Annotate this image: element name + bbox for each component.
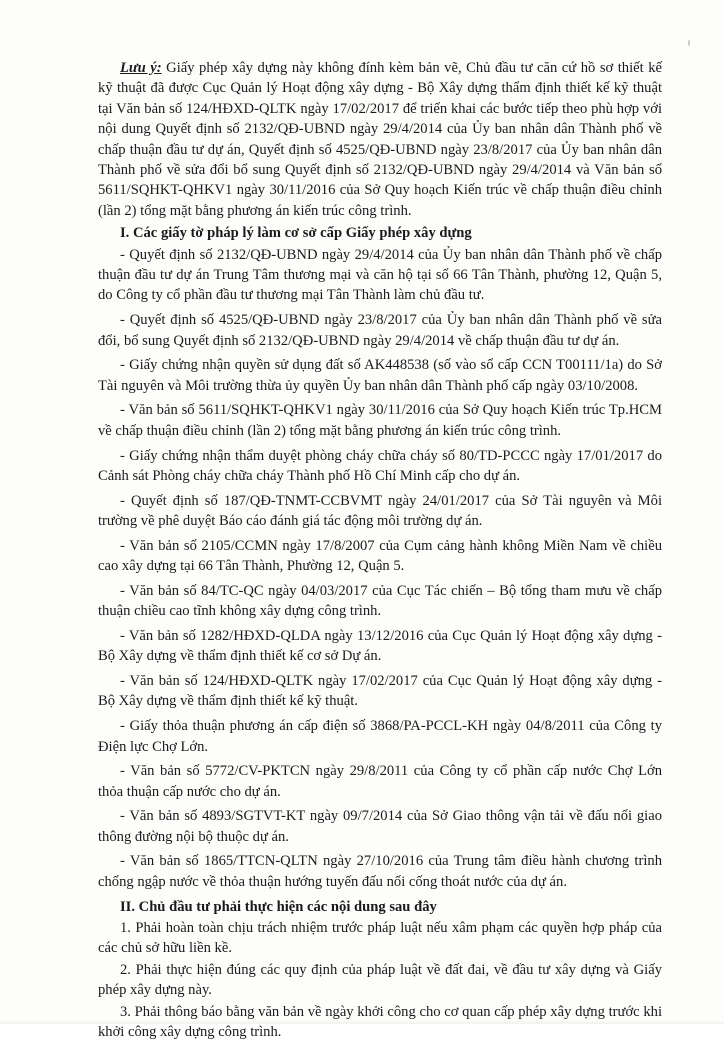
legal-document-item: - Giấy chứng nhận thẩm duyệt phòng cháy chữa cháy số 80/TD-PCCC ngày 17/01/2017 do Cảnh sát Phòng cháy chữa cháy Thành phố Hồ Chí Minh cấp cho dự án. xyxy=(98,447,662,484)
section-2-title: II. Chủ đầu tư phải thực hiện các nội dung sau đây xyxy=(120,898,437,915)
legal-document-item: - Văn bản số 4893/SGTVT-KT ngày 09/7/2014 của Sở Giao thông vận tải về đấu nối giao thông đường nội bộ thuộc dự án. xyxy=(98,808,662,845)
note-paragraph xyxy=(98,58,662,221)
legal-document-item: - Văn bản số 124/HĐXD-QLTK ngày 17/02/2017 của Cục Quản lý Hoạt động xây dựng - Bộ Xây dựng về thẩm định thiết kế kỹ thuật. xyxy=(98,673,662,710)
legal-document-item: - Giấy thỏa thuận phương án cấp điện số 3868/PA-PCCL-KH ngày 04/8/2011 của Công ty Điện lực Chợ Lớn. xyxy=(98,718,662,755)
legal-document-item: - Văn bản số 1865/TTCN-QLTN ngày 27/10/2016 của Trung tâm điều hành chương trình chống ngập nước về thỏa thuận hướng tuyến đấu nối cống thoát nước của dự án. xyxy=(98,853,662,890)
legal-document-item: - Quyết định số 2132/QĐ-UBND ngày 29/4/2014 của Ủy ban nhân dân Thành phố về chấp thuận đầu tư dự án Trung Tâm thương mại và căn hộ tại số 66 Tân Thành, phường 12, Quận 5, do Công ty cổ phần đầu tư thương mại Tân Thành làm chủ đầu tư. xyxy=(98,246,662,304)
legal-document-item: - Văn bản số 2105/CCMN ngày 17/8/2007 của Cụm cảng hành không Miền Nam về chiều cao xây dựng tại 66 Tân Thành, Phường 12, Quận 5. xyxy=(98,537,662,575)
scan-speck xyxy=(688,40,690,46)
legal-document-item: - Quyết định số 187/QĐ-TNMT-CCBVMT ngày 24/01/2017 của Sở Tài nguyên và Môi trường về phê duyệt Báo cáo đánh giá tác động môi trường dự án. xyxy=(98,492,662,530)
note-text: Giấy phép xây dựng này không đính kèm bản vẽ, Chủ đầu tư căn cứ hồ sơ thiết kế kỹ thuật đã được Cục Quản lý Hoạt động xây dựng - Bộ Xây dựng thẩm định thiết kế kỹ thuật tại Văn bản số 124/HĐXD-QLTK ngày 17/02/2017 để triển khai các bước tiếp theo phù hợp với nội dung Quyết định số 2132/QĐ-UBND ngày 29/4/2014 của Ủy ban nhân dân Thành phố về chấp thuận đầu tư dự án, Quyết định số 4525/QĐ-UBND ngày 23/8/2017 của Ủy ban nhân dân Thành phố về sửa đổi bổ sung Quyết định số 2132/QĐ-UBND ngày 29/4/2014 và Văn bản số 5611/SQHKT-QHKV1 ngày 30/11/2016 của Sở Quy hoạch Kiến trúc về chấp thuận điều chỉnh (lần 2) tổng mặt bằng phương án kiến trúc công trình. xyxy=(98,60,662,219)
obligation-item: 2. Phải thực hiện đúng các quy định của pháp luật về đất đai, về đầu tư xây dựng và Giấy phép xây dựng này. xyxy=(98,961,662,999)
legal-document-item: - Quyết định số 4525/QĐ-UBND ngày 23/8/2017 của Ủy ban nhân dân Thành phố về sửa đổi, bổ sung Quyết định số 2132/QĐ-UBND ngày 29/4/2014 về chấp thuận đầu tư dự án. xyxy=(98,312,662,349)
note-label: Lưu ý: xyxy=(120,60,162,76)
page-bottom-edge xyxy=(0,1020,724,1024)
legal-document-item: - Văn bản số 1282/HĐXD-QLDA ngày 13/12/2016 của Cục Quản lý Hoạt động xây dựng - Bộ Xây dựng về thẩm định thiết kế cơ sở Dự án. xyxy=(98,627,662,665)
section-1-title: I. Các giấy tờ pháp lý làm cơ sở cấp Giấy phép xây dựng xyxy=(120,225,472,242)
obligation-item: 3. Phải thông báo bằng văn bản về ngày khởi công cho cơ quan cấp phép xây dựng trước khi khởi công xây dựng công trình. xyxy=(98,1003,662,1041)
legal-document-item: - Giấy chứng nhận quyền sử dụng đất số AK448538 (số vào sổ cấp CCN T00111/1a) do Sở Tài nguyên và Môi trường thừa ủy quyền Ủy ban nhân dân Thành phố cấp ngày 03/10/2008. xyxy=(98,357,662,394)
legal-document-item: - Văn bản số 84/TC-QC ngày 04/03/2017 của Cục Tác chiến – Bộ tổng tham mưu về chấp thuận chiều cao tĩnh không xây dựng công trình. xyxy=(98,582,662,620)
legal-document-item: - Văn bản số 5611/SQHKT-QHKV1 ngày 30/11/2016 của Sở Quy hoạch Kiến trúc Tp.HCM về chấp thuận điều chỉnh (lần 2) tổng mặt bằng phương án kiến trúc công trình. xyxy=(98,402,662,439)
obligation-item: 1. Phải hoàn toàn chịu trách nhiệm trước pháp luật nếu xâm phạm các quyền hợp pháp của các chủ sở hữu liền kề. xyxy=(98,920,662,957)
legal-document-item: - Văn bản số 5772/CV-PKTCN ngày 29/8/2011 của Công ty cổ phần cấp nước Chợ Lớn thỏa thuận cấp nước cho dự án. xyxy=(98,763,662,800)
